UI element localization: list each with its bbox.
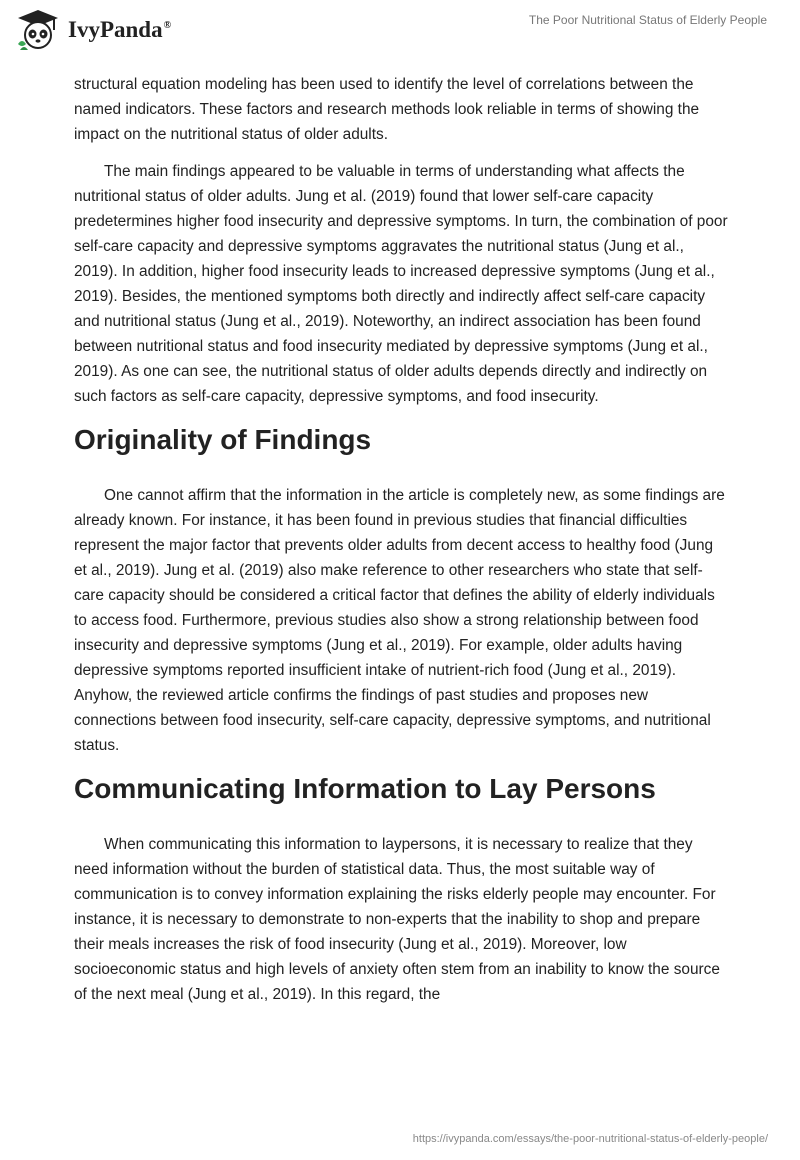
header — [0, 0, 800, 60]
panda-logo-icon — [14, 8, 62, 52]
footer-url-link[interactable]: https://ivypanda.com/essays/the-poor-nutritional-status-of-elderly-people/ — [412, 1133, 768, 1145]
paragraph: When communicating this information to laypersons, it is necessary to realize that they need information without the burden of statistical data. Thus, the most suitable way of communication is to convey information explaining the risks elderly people may encounter. For instance, it is necessary to demonstrate to non-experts that the inability to shop and prepare their meals increases the risk of food insecurity (Jung et al., 2019). Moreover, low socioeconomic status and high levels of anxiety often stem from an inability to know the source of the next meal (Jung et al., 2019). In this regard, the — [74, 836, 720, 1003]
registered-mark: ® — [163, 20, 172, 32]
document-title: The Poor Nutritional Status of Elderly People — [528, 13, 767, 27]
paragraph: One cannot affirm that the information in the article is completely new, as some findings are already known. For instance, it has been found in previous studies that financial difficulties represent the major factor that prevents older adults from decent access to healthy food (Jung et al., 2019). Jung et al. (2019) also make reference to other researchers who state that self-care capacity should be considered a critical factor that defines the ability of elderly individuals to access food. Furthermore, previous studies also show a strong relationship between food insecurity and depressive symptoms (Jung et al., 2019). For example, older adults having depressive symptoms reported insufficient intake of nutrient-rich food (Jung et al., 2019). Anyhow, the reviewed article confirms the findings of past studies and proposes new connections between food insecurity, self-care capacity, depressive symptoms, and nutritional status. — [74, 487, 725, 754]
logo[interactable] — [14, 8, 171, 52]
brand-name: IvyPanda® — [68, 17, 172, 42]
section-heading: Originality of Findings — [74, 424, 372, 455]
article-body — [74, 72, 730, 1019]
paragraph: structural equation modeling has been used to identify the level of correlations between the named indicators. These factors and research methods look reliable in terms of showing the impact on the nutritional status of older adults. — [74, 76, 700, 143]
paragraph: The main findings appeared to be valuable in terms of understanding what affects the nutritional status of older adults. Jung et al. (2019) found that lower self-care capacity predetermines higher food insecurity and depressive symptoms. In turn, the combination of poor self-care capacity and depressive symptoms aggravates the nutritional status (Jung et al., 2019). In addition, higher food insecurity leads to increased depressive symptoms (Jung et al., 2019). Besides, the mentioned symptoms both directly and indirectly affect self-care capacity and nutritional status (Jung et al., 2019). Noteworthy, an indirect association has been found between nutritional status and food insecurity mediated by depressive symptoms (Jung et al., 2019). As one can see, the nutritional status of older adults depends directly and indirectly on such factors as self-care capacity, depressive symptoms, and food insecurity. — [74, 163, 728, 405]
section-heading: Communicating Information to Lay Persons — [74, 773, 656, 804]
